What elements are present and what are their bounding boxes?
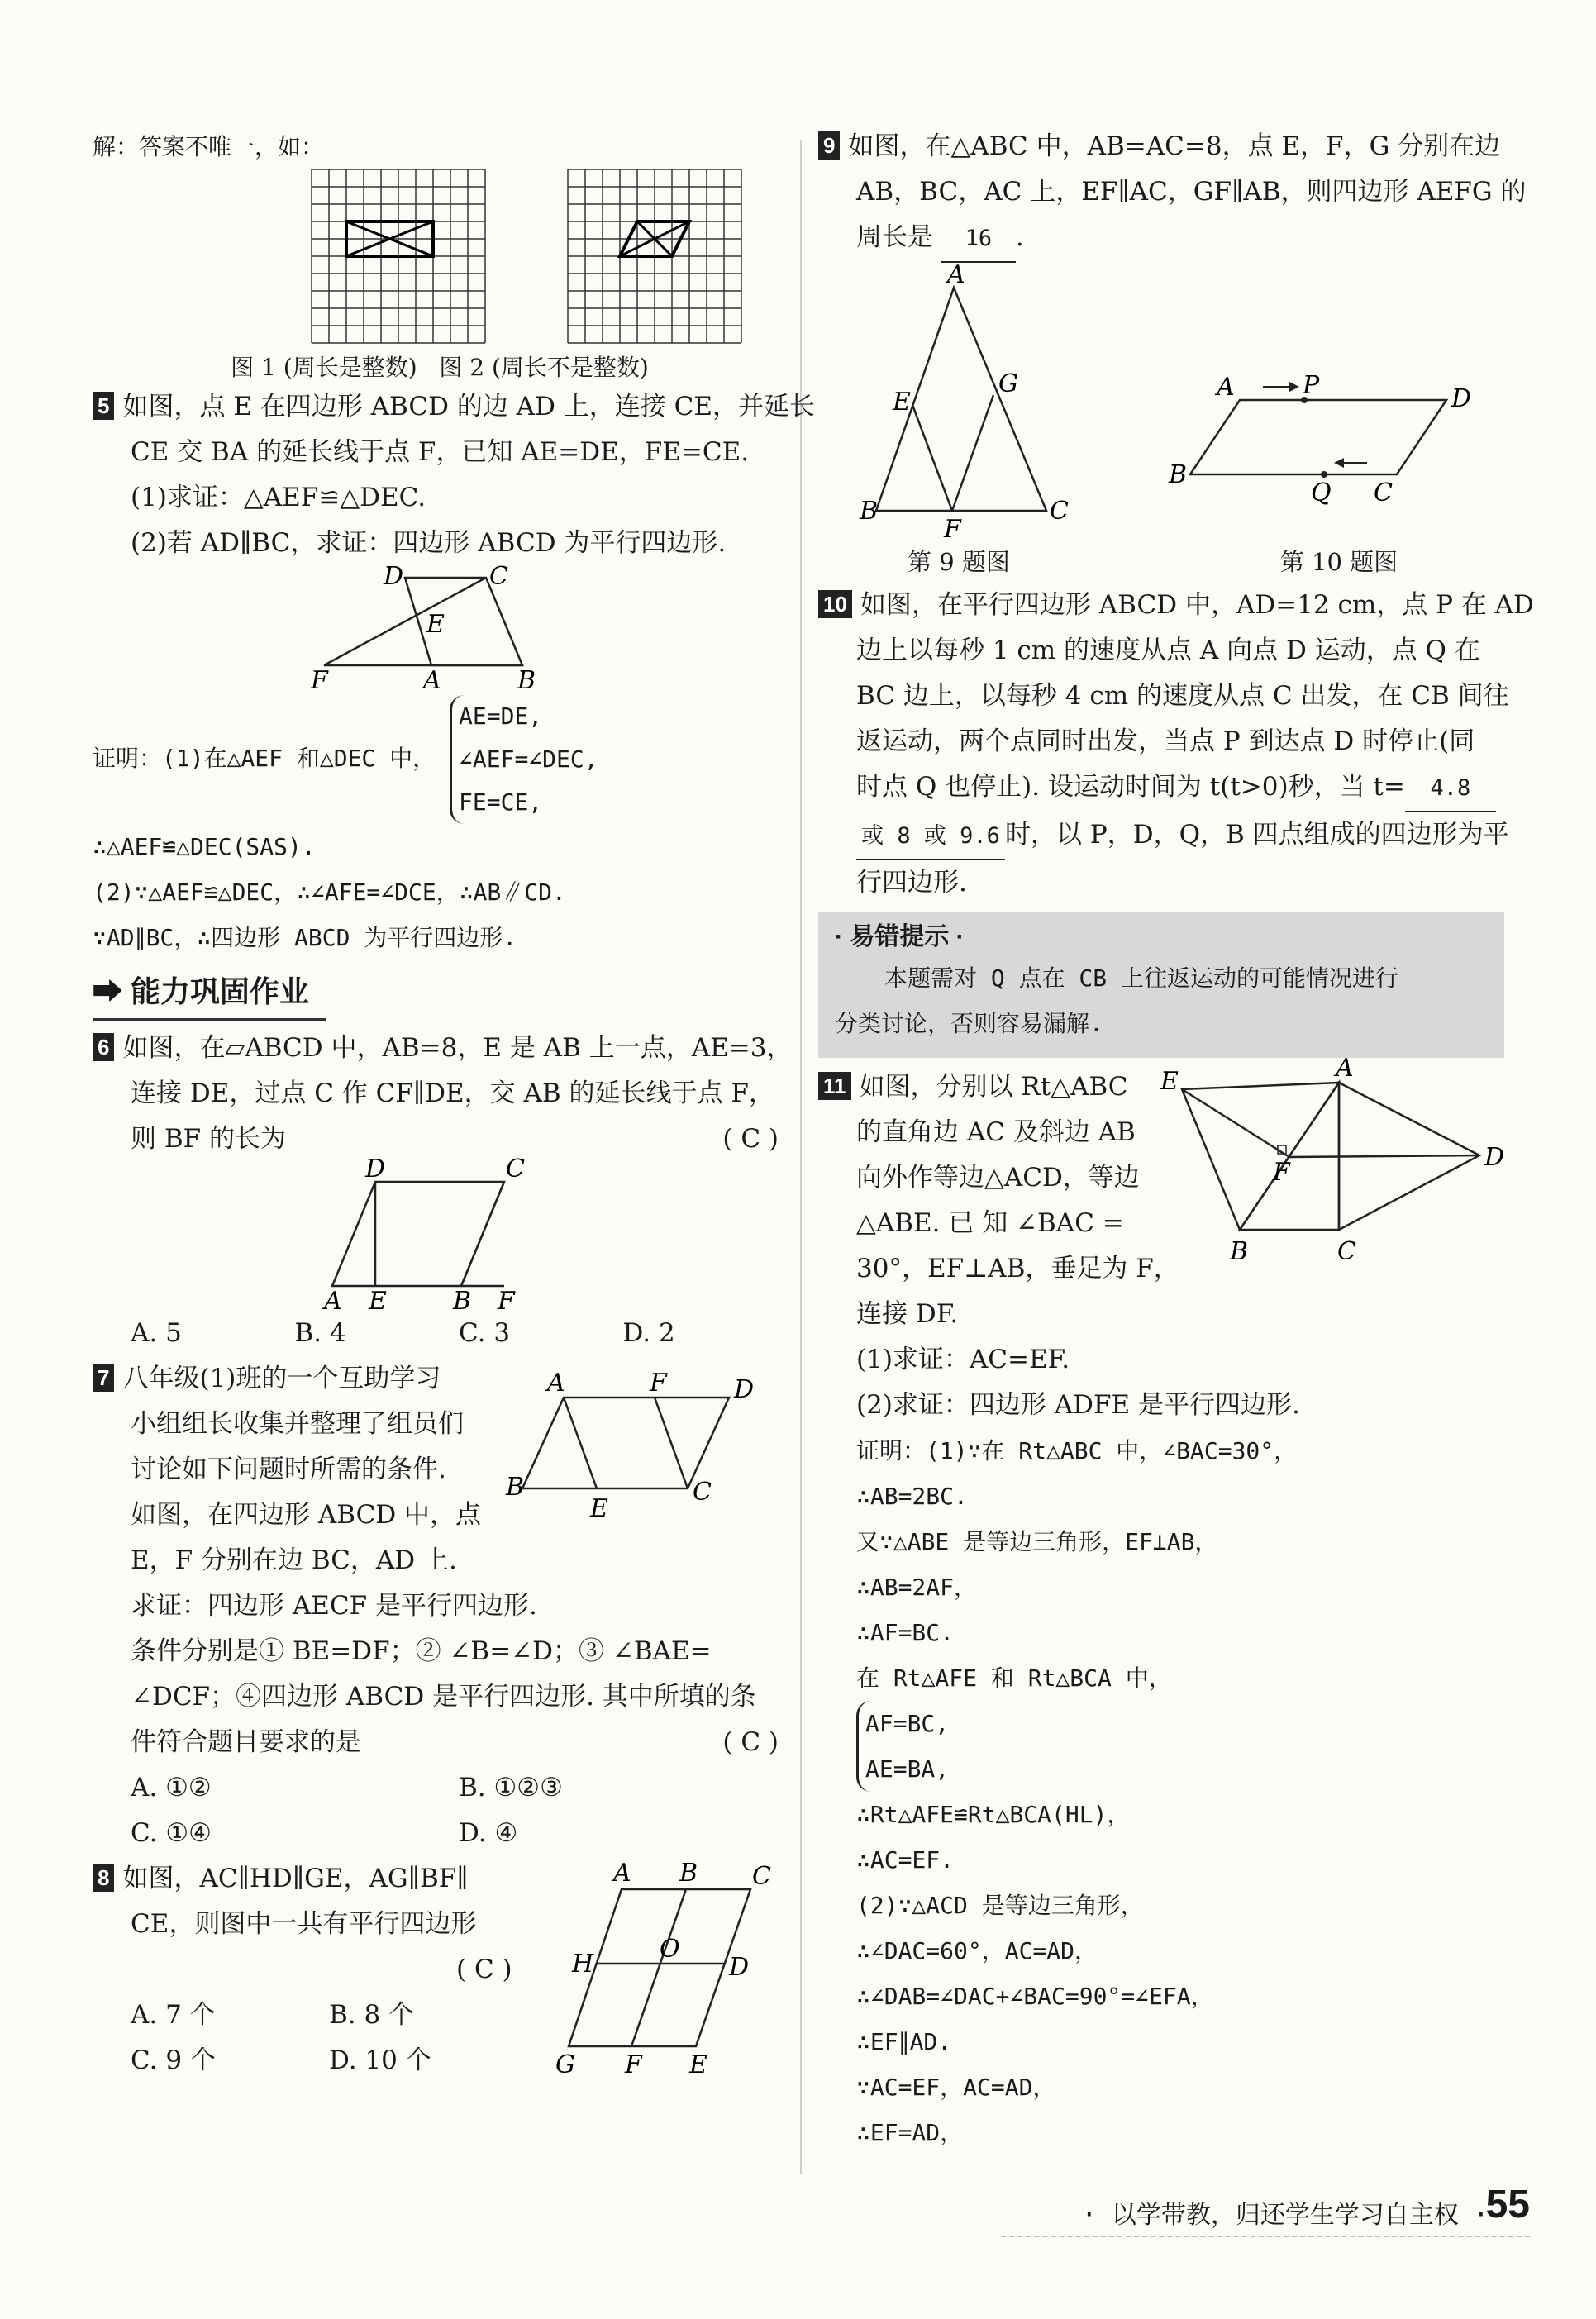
q10-label-C: C: [1374, 479, 1393, 507]
q8-answer: ( C ): [456, 1955, 512, 1984]
q8-option-c[interactable]: C. 9 个: [131, 2045, 216, 2075]
q6-stem: 6 如图，在▱ABCD 中，AB=8，E 是 AB 上一点，AE=3，: [93, 1026, 787, 1071]
q6-label-B: B: [453, 1287, 472, 1316]
q7-answer: ( C ): [722, 1727, 779, 1757]
q8-label-F: F: [625, 2050, 642, 2079]
grid-figure-1: [312, 169, 485, 343]
q5-label-F: F: [311, 666, 328, 695]
q10-label-D: D: [1451, 384, 1472, 413]
q10-answer-1: 4.8: [1405, 765, 1496, 812]
q8-option-b[interactable]: B. 8 个: [329, 2000, 415, 2030]
q7-label-B: B: [506, 1473, 525, 1502]
q5-label-D: D: [384, 562, 404, 591]
q11-number: 11: [818, 1072, 851, 1100]
q9-label-F: F: [944, 515, 961, 544]
q8-label-B: B: [679, 1859, 698, 1888]
q8-figure: [555, 1856, 779, 2079]
q5-proof-4: ∵AD∥BC，∴四边形 ABCD 为平行四边形.: [93, 924, 517, 951]
q5-part2: (2)若 AD∥BC，求证：四边形 ABCD 为平行四边形.: [131, 528, 727, 558]
q6-option-a[interactable]: A. 5: [131, 1318, 182, 1348]
q7-label-F: F: [650, 1369, 667, 1398]
q7-option-b[interactable]: B. ①②③: [459, 1773, 563, 1802]
q7-option-a[interactable]: A. ①②: [131, 1773, 212, 1802]
q9-figure: [851, 260, 1069, 544]
intro-text: 解：答案不唯一，如：: [93, 133, 325, 160]
error-tip-box: · 易错提示 · 本题需对 Q 点在 CB 上往返运动的可能情况进行 分类讨论，否则容易漏解.: [818, 912, 1504, 1058]
q9-label-B: B: [860, 497, 879, 526]
footer-motto: · 以学带教，归还学生学习自主权 ·: [1081, 2201, 1489, 2230]
q9-label-E: E: [893, 388, 911, 417]
q7-label-D: D: [734, 1375, 755, 1404]
q5-label-B: B: [517, 666, 536, 695]
q9-label-G: G: [998, 369, 1018, 398]
q6-label-F: F: [498, 1287, 515, 1316]
q5-part1: (1)求证：△AEF≌△DEC.: [131, 483, 426, 512]
q6-label-D: D: [365, 1155, 386, 1183]
q6-line2: 连接 DE，过点 C 作 CF∥DE，交 AB 的延长线于点 F，: [131, 1079, 774, 1108]
q11-label-F: F: [1273, 1158, 1290, 1187]
q8-label-C: C: [752, 1862, 771, 1891]
column-divider: [800, 140, 802, 2174]
q9-label-C: C: [1050, 497, 1069, 526]
section-heading: ➡ 能力巩固作业: [93, 965, 326, 1021]
q7-label-E: E: [590, 1494, 608, 1523]
q6-figure: [299, 1155, 580, 1316]
q5-brace-2: ∠AEF=∠DEC,: [459, 745, 598, 773]
q6-option-d[interactable]: D. 2: [622, 1318, 675, 1348]
q8-option-d[interactable]: D. 10 个: [329, 2045, 431, 2075]
q10-label-Q: Q: [1311, 479, 1332, 507]
q7-number: 7: [93, 1364, 114, 1392]
q8-label-O: O: [660, 1935, 680, 1964]
q6-number: 6: [93, 1033, 114, 1061]
grid-figure-2: [568, 169, 741, 343]
q10-label-P: P: [1303, 371, 1320, 400]
q7-options-2: [93, 1811, 787, 1856]
q11-label-E: E: [1160, 1067, 1179, 1096]
q11-brace: AF=BC, AE=BA,: [856, 1701, 949, 1792]
q11-label-A: A: [1336, 1054, 1354, 1083]
q7-option-c[interactable]: C. ①④: [131, 1818, 212, 1848]
q6-label-A: A: [324, 1287, 342, 1316]
q6-option-b[interactable]: B. 4: [294, 1318, 346, 1348]
q5-figure: [274, 562, 605, 695]
q10-caption: 第 10 题图: [1279, 548, 1398, 576]
q5-brace-1: AE=DE,: [459, 702, 543, 730]
q8-block: A B C H O D G F E 8 如图，AC∥HD∥GE，AG∥BF∥ CE，则图中一共有平行四边形 ( C ) A. 7 个 B. 8 个 C. 9 个 D. 10 个: [93, 1856, 787, 2083]
fig2-caption: 图 2 (周长不是整数): [439, 354, 649, 381]
q7-label-C: C: [693, 1478, 712, 1507]
q6-line3: 则 BF 的长为 ( C ): [93, 1117, 787, 1162]
q11-label-C: C: [1337, 1237, 1356, 1266]
q8-label-G: G: [555, 2050, 575, 2079]
q7-figure: [506, 1364, 770, 1530]
q10-label-B: B: [1169, 460, 1188, 489]
q7-block: A F D B E C 7 八年级(1)班的一个互助学习 小组组长收集并整理了组员们 讨论如下问题时所需的条件. 如图，在四边形 ABCD 中，点 E，F 分别在边 BC，AD 上. 求证：四边形 AECF 是平行四边形. 条件分别是① BE=DF；② ∠B=∠D；③ ∠BAE= ∠DCF；④四边形 ABCD 是平行四边形. 其中所填的条 件符合题目要求的是 ( C ) A. ①② B. ①②③ C. ①④ D. ④: [93, 1356, 787, 1856]
q10-figure: [1165, 370, 1496, 536]
q9-label-A: A: [947, 260, 965, 289]
footer-rule: [1001, 2236, 1530, 2237]
q5-line2: CE 交 BA 的延长线于点 F，已知 AE=DE，FE=CE.: [131, 437, 750, 467]
left-column: [93, 124, 815, 2083]
fig1-caption: 图 1 (周长是整数): [231, 354, 417, 381]
q5-brace-3: FE=CE,: [459, 788, 543, 816]
q8-number: 8: [93, 1864, 114, 1892]
q6-label-E: E: [369, 1287, 387, 1316]
grid-figures: [192, 169, 688, 351]
q11-label-B: B: [1230, 1237, 1249, 1266]
q11-figure: [1149, 1054, 1505, 1279]
q10-number: 10: [818, 590, 852, 618]
q6-option-c[interactable]: C. 3: [459, 1318, 511, 1348]
q7-options-1: [93, 1765, 787, 1811]
q8-options-2: [93, 2038, 527, 2083]
q9-number: 9: [818, 131, 840, 160]
q5-label-A: A: [423, 666, 441, 695]
q5-number: 5: [93, 392, 114, 420]
q11-block: E A D F B C 11 如图，分别以 Rt△ABC 的直角边 AC 及斜边 AB 向外作等边△ACD，等边 △ABE. 已 知 ∠BAC = 30°，EF⊥AB，垂足为 F， 连接 DF. (1)求证：AC=EF. (2)求证：四边形 ADFE 是平行四边形. 证明：(1)∵在 Rt△ABC 中，∠BAC=30°， ∴AB=2BC. 又∵△ABE 是等边三角形，EF⊥AB， ∴AB=2AF， ∴AF=BC. 在 Rt△AFE 和 Rt△BCA 中， AF=BC, AE=BA, ∴Rt△AFE≌Rt△BCA(HL)， ∴AC=EF. (2)∵△ACD 是等边三角形， ∴∠DAC=60°，AC=AD， ∴∠DAB=∠DAC+∠BAC=90°=∠EFA， ∴EF∥AD. ∵AC=EF，AC=AD， ∴EF=AD，: [818, 1064, 1504, 2155]
q6-label-C: C: [506, 1155, 525, 1183]
q8-label-A: A: [613, 1859, 631, 1888]
page-number: 55: [1485, 2183, 1530, 2226]
q5-proof-2: ∴△AEF≌△DEC(SAS).: [93, 833, 316, 860]
q8-label-H: H: [572, 1950, 594, 1979]
q5-label-C: C: [489, 562, 508, 591]
q8-options-1: [93, 1993, 527, 2038]
q5-proof-3: (2)∵△AEF≌△DEC，∴∠AFE=∠DCE，∴AB∥CD.: [93, 879, 566, 906]
q5-label-E: E: [426, 610, 445, 639]
q5-proof-1: 证明：(1)在△AEF 和△DEC 中， AE=DE, ∠AEF=∠DEC, FE=CE,: [93, 695, 787, 824]
q5-stem: 5 如图，点 E 在四边形 ABCD 的边 AD 上，连接 CE，并延长: [93, 384, 787, 430]
q7-option-d[interactable]: D. ④: [459, 1818, 518, 1848]
q9-answer: 16: [941, 216, 1016, 263]
q6-options: [93, 1311, 787, 1356]
tip-title: · 易错提示 ·: [835, 923, 965, 950]
q8-label-D: D: [729, 1953, 750, 1982]
q11-label-D: D: [1484, 1143, 1505, 1172]
q10-label-A: A: [1217, 373, 1235, 402]
q8-option-a[interactable]: A. 7 个: [131, 2000, 216, 2030]
q6-answer: ( C ): [722, 1124, 779, 1154]
right-column: 9 如图，在△ABC 中，AB=AC=8，点 E，F，G 分别在边 AB，BC，AC 上，EF∥AC，GF∥AB，则四边形 AEFG 的 周长是 16 . A G E B F C A P D B Q C 第 9 题图 第 10 题图 10 如图，在平行四边形 ABCD 中，AD=12 cm，点 P 在 AD 边上以每秒 1 cm 的速度从点 A 向点 D 运动，点 Q 在 BC 边上，以每秒 4 cm 的速度从点 C 出发，在 CB 间往 返运动，两个点同时出发，当点 P 到达点 D 时停止(同 时点 Q 也停止). 设运动时间为 t(t>0)秒，当 t= 4.8 或 8 或 9.6 时，以 P，D，Q，B 四点组成的四边形为平 行四边形. · 易错提示 · 本题需对 Q 点在 CB 上往返运动的可能情况进行 分类讨论，否则容易漏解. E A D F B C 11 如图，分别以 Rt△ABC 的直角边 AC 及斜边 AB 向外作等边△ACD，等边 △ABE. 已 知 ∠BAC = 30°，EF⊥AB，垂足为 F， 连接 DF. (1)求证：AC=EF. (2)求证：四边形 ADFE 是平行四边形. 证明：(1)∵在 Rt△ABC 中，∠BAC=30°， ∴AB=2BC. 又∵△ABE 是等边三角形，EF⊥AB， ∴AB=2AF， ∴AF=BC. 在 Rt△AFE 和 Rt△BCA 中， AF=BC, AE=BA, ∴Rt△AFE≌Rt△BCA(HL)， ∴AC=EF. (2)∵△ACD 是等边三角形， ∴∠DAC=60°，AC=AD， ∴∠DAB=∠DAC+∠BAC=90°=∠EFA， ∴EF∥AD. ∵AC=EF，AC=AD， ∴EF=AD，: [818, 124, 1504, 2155]
q8-label-E: E: [689, 2050, 707, 2079]
q9-caption: 第 9 题图: [908, 548, 1010, 576]
q7-label-A: A: [547, 1369, 565, 1398]
q11-proof-1: 证明：(1)∵在 Rt△ABC 中，∠BAC=30°，: [856, 1437, 1298, 1464]
q10-answer-2: 或 8 或 9.6: [856, 813, 1005, 860]
